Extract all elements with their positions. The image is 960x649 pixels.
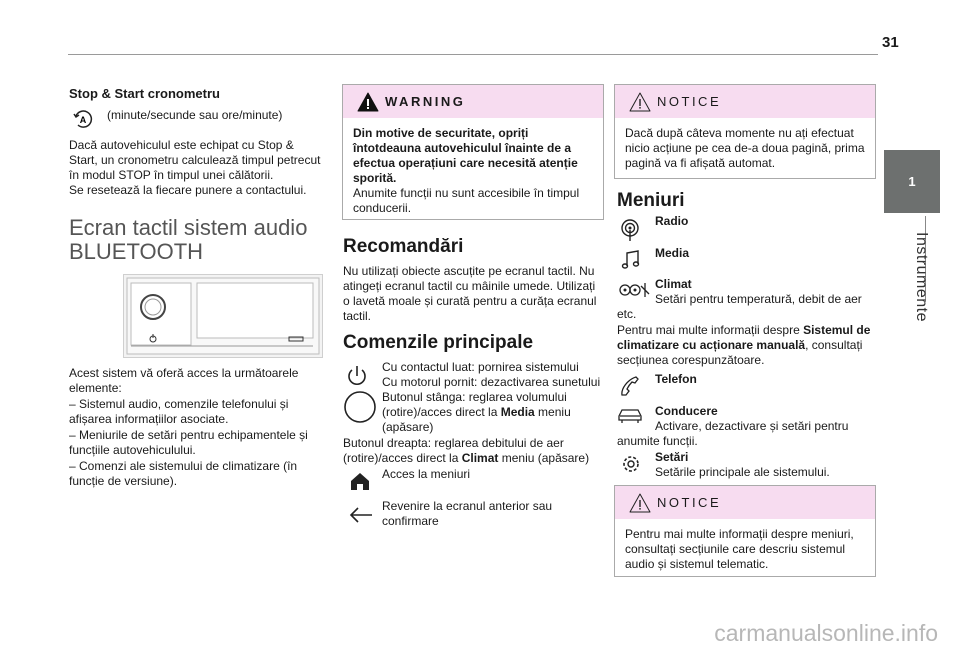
stop-start-icon [72, 108, 94, 130]
notice-box-1 [614, 84, 876, 179]
list-item: – Sistemul audio, comenzile telefonului și afișarea informațiilor asociate. [69, 397, 289, 426]
warning-icon [357, 92, 379, 112]
notice-icon [629, 92, 651, 112]
warning-text: Anumite funcții nu sunt accesibile în timpul conducerii. [353, 186, 580, 215]
notice-text: Dacă după câteva momente nu ați efectuat nicio acțiune pe cea de-a doua pagină, prima pagină va fi afișată automat. [625, 126, 865, 170]
warning-box [342, 84, 604, 220]
menus-title: Meniuri [617, 190, 685, 211]
stop-start-reset: Se resetează la fiecare punere a contactului. [69, 183, 307, 197]
svg-text:A: A [79, 115, 87, 125]
climat-more: Pentru mai multe informații despre Sistemul de climatizare cu acționare manuală, consultați secțiunea corespunzătoare. [617, 323, 871, 367]
list-item: – Comenzi ale sistemului de climatizare (în funcție de versiune). [69, 459, 298, 488]
screen-section-title: Ecran tactil sistem audio BLUETOOTH [69, 215, 308, 264]
command-right-knob: Butonul dreapta: reglarea debitului de aer (rotire)/acces direct la Climat meniu (apăsare) [343, 436, 590, 465]
warning-header [343, 85, 603, 118]
notice-title: NOTICE [657, 94, 722, 109]
radio-icon [619, 218, 641, 242]
notice-icon [629, 493, 651, 513]
notice-box-2 [614, 485, 876, 577]
notice-header [615, 85, 875, 118]
chapter-label: Instrumente [913, 232, 930, 322]
command-left-knob: Butonul stânga: reglarea volumului (rotire)/acces direct la Media meniu (apăsare) [382, 390, 571, 434]
menu-setari: Setări [655, 450, 689, 464]
recommendations-title: Recomandări [343, 236, 464, 257]
recommendations-text: Nu utilizați obiecte ascuțite pe ecranul tactil. Nu atingeți ecranul tactil cu mâinile umede. Utilizați o lavetă moale și curată pentru a curăța ecranul tactil. [343, 264, 597, 323]
menu-climat: Climat [655, 277, 692, 291]
footer-watermark[interactable]: carmanualsonline.info [714, 620, 938, 646]
command-menus: Acces la meniuri [382, 467, 471, 481]
setari-text: Setările principale ale sistemului. [655, 465, 830, 479]
notice-text: Pentru mai multe informații despre meniuri, consultați secțiunile care descriu sistemul audio și sistemul telematic. [625, 527, 854, 571]
command-mute: Cu motorul pornit: dezactivarea sunetului [382, 375, 601, 389]
conducere-text: Activare, dezactivare și setări pentru anumite funcții. [617, 419, 849, 448]
menu-media: Media [655, 246, 690, 260]
list-item: – Meniurile de setări pentru echipamentele și funcțiile autovehiculului. [69, 428, 308, 457]
home-icon [349, 470, 371, 492]
command-power-on: Cu contactul luat: pornirea sistemului [382, 360, 579, 374]
audio-unit-illustration [123, 274, 323, 358]
stop-start-unit: (minute/secunde sau ore/minute) [107, 108, 283, 122]
page-number: 31 [882, 34, 899, 51]
stop-start-text: Dacă autovehiculul este echipat cu Stop & Start, un cronometru calculează timpul petrecut în modul STOP în timpul unei călătorii. [69, 138, 321, 182]
menu-conducere: Conducere [655, 404, 718, 418]
back-arrow-icon [349, 506, 373, 524]
stop-start-title: Stop & Start cronometru [69, 86, 220, 101]
command-back: Revenire la ecranul anterior sau confirmare [382, 499, 553, 528]
main-commands-title: Comenzile principale [343, 332, 534, 353]
knob-icon [343, 390, 377, 424]
power-icon [345, 364, 369, 388]
settings-gear-icon [619, 452, 643, 476]
notice-header [615, 486, 875, 519]
warning-title: WARNING [385, 94, 466, 109]
chapter-tab[interactable]: 1 [884, 150, 940, 213]
phone-icon [619, 375, 641, 397]
menu-radio: Radio [655, 214, 689, 228]
notice-title: NOTICE [657, 495, 722, 510]
header-divider [68, 54, 878, 55]
music-note-icon [621, 250, 641, 270]
warning-bold-text: Din motive de securitate, opriți întotdeauna autovehiculul înainte de a efectua operațiuni care necesită atenție sporită. [353, 126, 578, 185]
intro-text: Acest sistem vă oferă acces la următoarele elemente: [69, 366, 299, 395]
menu-telefon: Telefon [655, 372, 697, 386]
climat-text: Setări pentru temperatură, debit de aer etc. [617, 292, 862, 321]
